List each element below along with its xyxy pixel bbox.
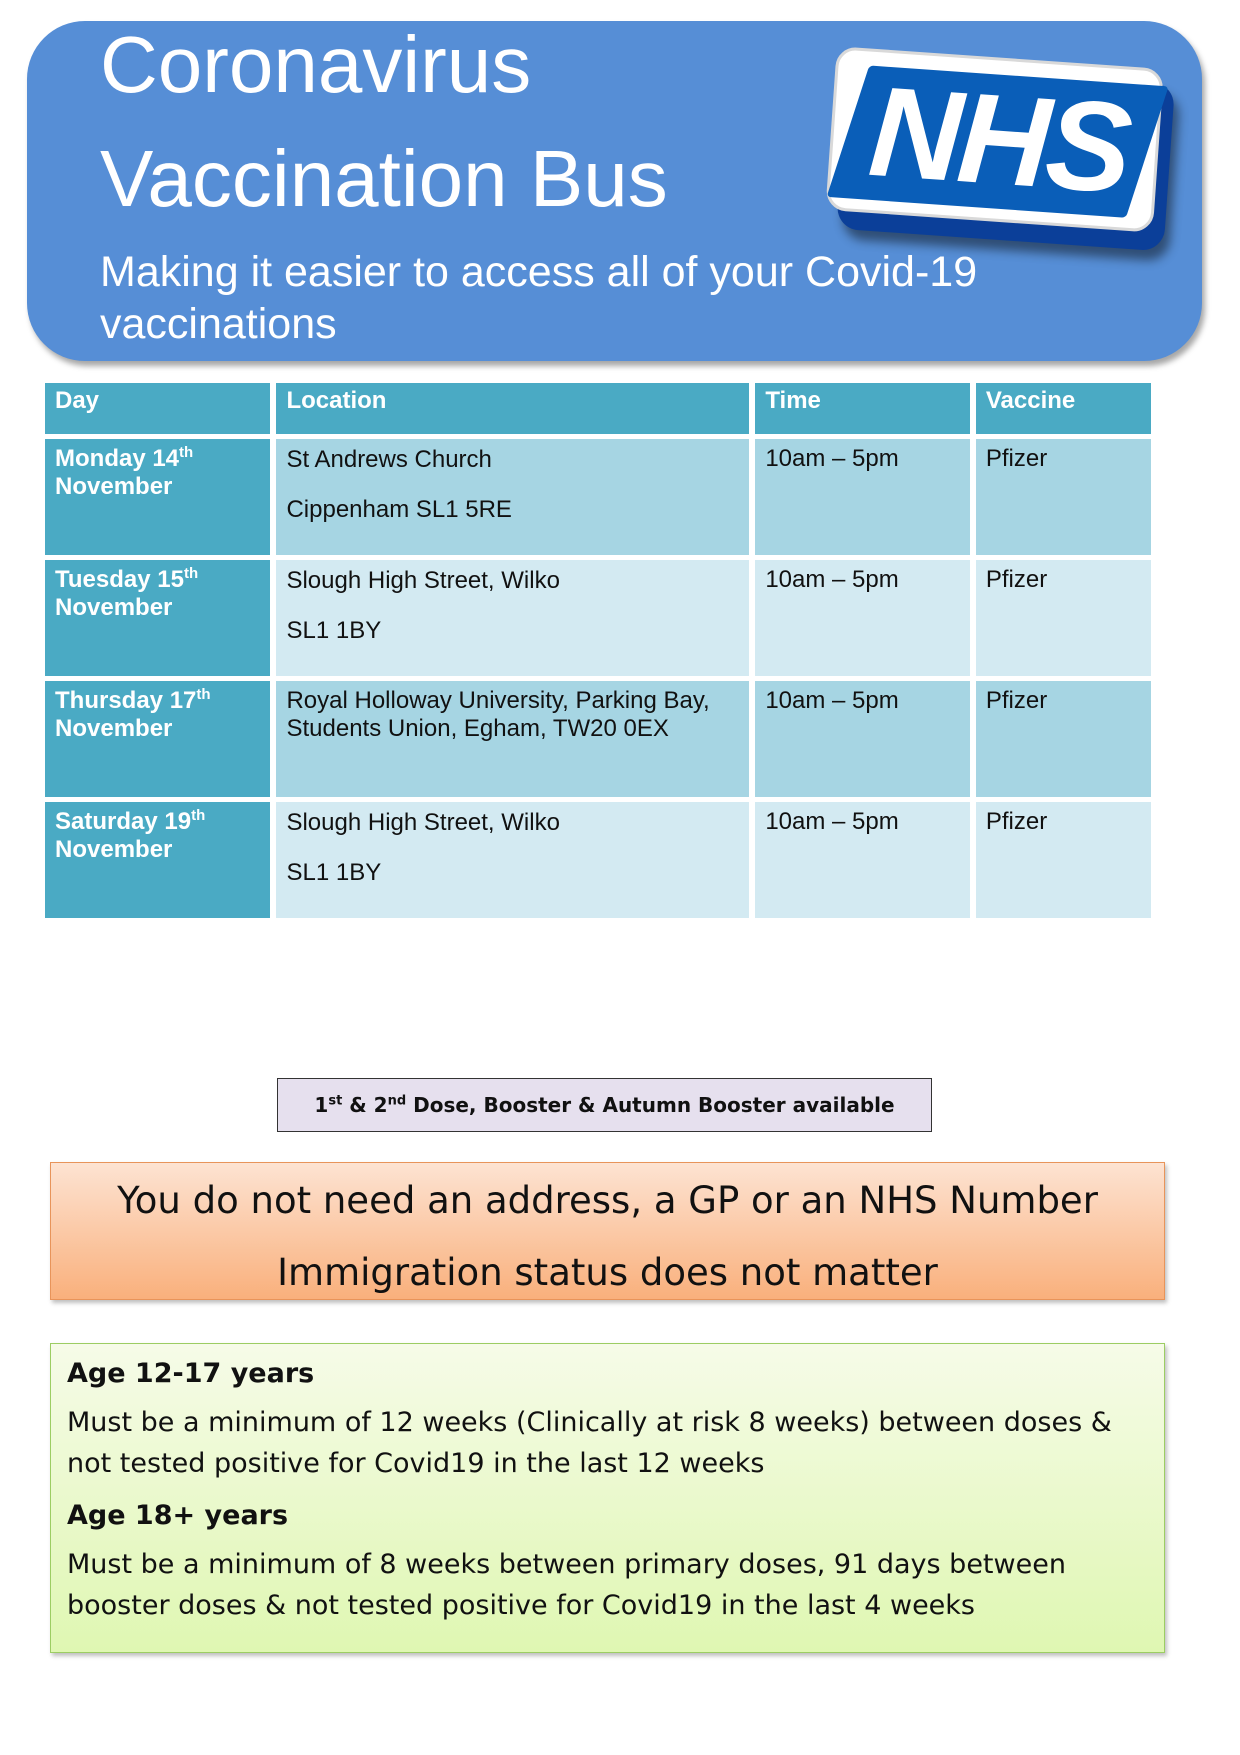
location-line-2: Students Union, Egham, TW20 0EX — [286, 715, 669, 742]
vaccine-cell: Pfizer — [976, 681, 1151, 797]
vaccine-cell: Pfizer — [976, 802, 1151, 918]
time-cell: 10am – 5pm — [755, 560, 970, 676]
eligibility-heading-12-17: Age 12-17 years — [67, 1358, 315, 1389]
location-line-1: Slough High Street, Wilko — [286, 567, 560, 594]
eligibility-box — [50, 1343, 1165, 1653]
header-time: Time — [755, 383, 970, 434]
header-banner — [27, 21, 1202, 361]
time-cell: 10am – 5pm — [755, 802, 970, 918]
vaccine-cell: Pfizer — [976, 560, 1151, 676]
day-cell — [45, 802, 270, 918]
table-header-row — [45, 383, 1151, 434]
time-cell: 10am – 5pm — [755, 681, 970, 797]
time-cell: 10am – 5pm — [755, 439, 970, 555]
vaccine-cell: Pfizer — [976, 439, 1151, 555]
day-cell — [45, 681, 270, 797]
header-vaccine: Vaccine — [976, 383, 1151, 434]
day-text: Thursday 17 — [55, 687, 197, 714]
title-line-2: Vaccination Bus — [100, 134, 668, 223]
day-suffix: th — [183, 565, 199, 582]
table-row — [45, 560, 1151, 676]
day-suffix: th — [191, 807, 206, 824]
location-cell — [276, 802, 749, 918]
month-text: November — [55, 715, 173, 742]
location-line-1: St Andrews Church — [286, 446, 492, 473]
schedule-table — [39, 378, 1157, 923]
day-text: Saturday 19 — [55, 808, 192, 835]
dose-rest: Dose, Booster & Autumn Booster available — [406, 1093, 895, 1117]
month-text: November — [55, 473, 173, 500]
location-line-2: SL1 1BY — [286, 617, 382, 644]
dose-first-suffix: st — [328, 1093, 343, 1109]
table-row — [45, 439, 1151, 555]
location-cell — [276, 439, 749, 555]
dose-first: 1 — [314, 1093, 329, 1117]
day-text: Tuesday 15 — [55, 566, 184, 593]
table-row — [45, 681, 1151, 797]
day-suffix: th — [196, 686, 211, 703]
eligibility-heading-18-plus: Age 18+ years — [67, 1500, 289, 1531]
day-text: Monday 14 — [55, 445, 180, 472]
location-cell — [276, 560, 749, 676]
location-line-1: Royal Holloway University, Parking Bay, — [286, 687, 710, 714]
location-line-2: Cippenham SL1 5RE — [286, 496, 512, 523]
nhs-logo-face — [825, 46, 1164, 232]
dose-second-suffix: nd — [387, 1093, 407, 1109]
notice-line-2: Immigration status does not matter — [277, 1251, 938, 1294]
day-suffix: th — [179, 444, 194, 461]
header-day: Day — [45, 383, 270, 434]
subtitle: Making it easier to access all of your Covid-19 vaccinations — [100, 248, 978, 348]
location-cell — [276, 681, 749, 797]
day-cell — [45, 439, 270, 555]
table-row — [45, 802, 1151, 918]
month-text: November — [55, 836, 173, 863]
title-line-1: Coronavirus — [100, 21, 532, 109]
location-line-2: SL1 1BY — [286, 859, 382, 886]
month-text: November — [55, 594, 173, 621]
location-line-1: Slough High Street, Wilko — [286, 809, 560, 836]
nhs-logo-text: NHS — [864, 59, 1133, 221]
dose-second: & 2 — [342, 1093, 388, 1117]
day-cell — [45, 560, 270, 676]
eligibility-text-18-plus: Must be a minimum of 8 weeks between primary doses, 91 days between booster doses & not tested positive for Covid19 in the last 4 weeks — [67, 1549, 1066, 1621]
notice-box — [50, 1162, 1165, 1300]
eligibility-text-12-17: Must be a minimum of 12 weeks (Clinically at risk 8 weeks) between doses & not tested positive for Covid19 in the last 12 weeks — [67, 1407, 1112, 1479]
dose-availability-box — [277, 1078, 932, 1132]
notice-line-1: You do not need an address, a GP or an NHS Number — [117, 1179, 1098, 1222]
header-location: Location — [276, 383, 749, 434]
nhs-logo — [824, 46, 1181, 255]
